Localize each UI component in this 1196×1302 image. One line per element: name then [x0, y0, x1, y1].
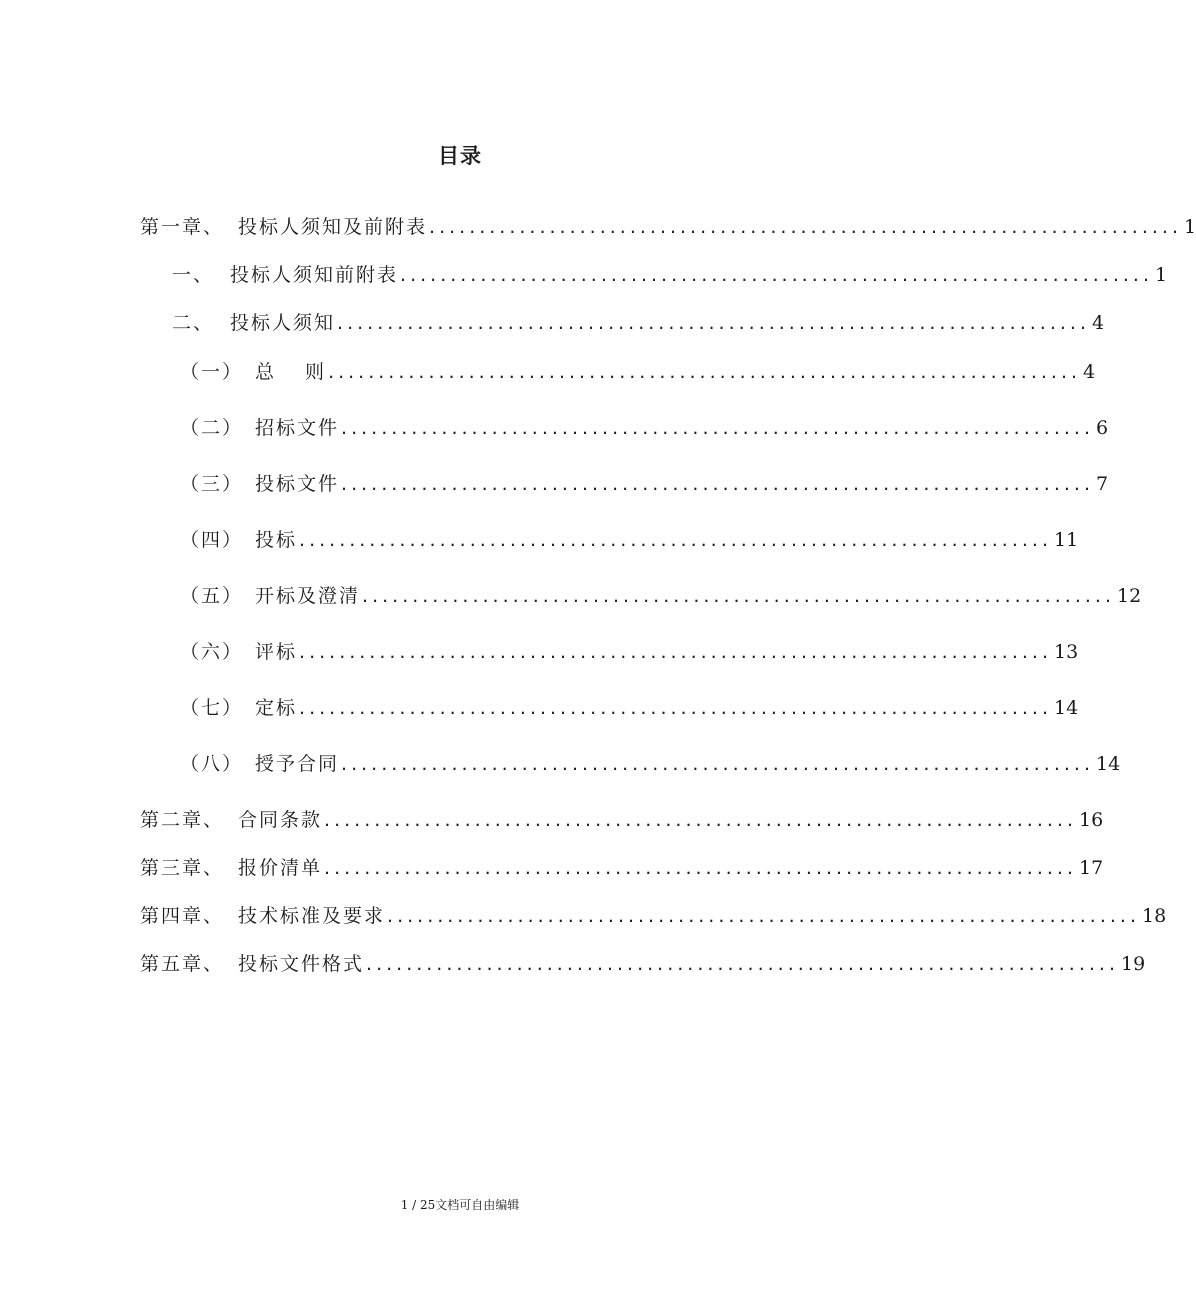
- toc-entry-subsection-5[interactable]: [180, 583, 1142, 609]
- toc-entry-number: 第一章、: [140, 216, 225, 238]
- toc-entry-title: 投标人须知及前附表: [238, 216, 428, 238]
- toc-leader-dots: ...........................................................................: [324, 809, 1077, 831]
- toc-entry-label: [140, 214, 427, 240]
- toc-entry-number: （五）: [180, 585, 244, 607]
- footer-note: 文档可自由编辑: [435, 1198, 520, 1212]
- toc-entry-page: 14: [1054, 697, 1079, 719]
- toc-entry-title: 投标: [255, 529, 298, 551]
- toc-leader-dots: ...........................................................................: [299, 641, 1052, 663]
- toc-entry-label: [180, 751, 339, 777]
- toc-entry-title: 投标人须知前附表: [230, 264, 399, 286]
- toc-leader-dots: ...........................................................................: [366, 953, 1119, 975]
- toc-entry-number: （三）: [180, 473, 244, 495]
- toc-entry-page: 18: [1142, 905, 1167, 927]
- toc-entry-subsection-2[interactable]: [180, 415, 1109, 441]
- toc-leader-dots: ...........................................................................: [328, 361, 1082, 383]
- toc-entry-label: [140, 855, 322, 881]
- toc-leader-dots: ...........................................................................: [400, 264, 1153, 286]
- toc-entry-title: 总 则: [255, 361, 327, 383]
- toc-entry-label: [180, 583, 360, 609]
- toc-entry-number: （二）: [180, 417, 244, 439]
- toc-entry-chapter-1[interactable]: [140, 214, 1196, 240]
- toc-leader-dots: ...........................................................................: [324, 857, 1077, 879]
- toc-entry-title: 定标: [255, 697, 298, 719]
- toc-entry-subsection-4[interactable]: [180, 527, 1079, 553]
- toc-entry-label: [180, 695, 297, 721]
- toc-entry-page: 12: [1117, 585, 1142, 607]
- toc-entry-title: 报价清单: [238, 857, 323, 879]
- toc-entry-chapter-2[interactable]: [140, 807, 1104, 833]
- toc-entry-number: （七）: [180, 697, 244, 719]
- toc-leader-dots: ...........................................................................: [341, 753, 1094, 775]
- toc-entry-label: [180, 471, 339, 497]
- toc-entry-number: （六）: [180, 641, 244, 663]
- toc-entry-label: [140, 807, 322, 833]
- toc-entry-title: 投标人须知: [230, 312, 336, 334]
- toc-leader-dots: ...........................................................................: [299, 697, 1052, 719]
- toc-entry-page: 4: [1083, 361, 1096, 383]
- toc-entry-number: 第五章、: [140, 953, 225, 975]
- toc-entry-chapter-4[interactable]: [140, 903, 1167, 929]
- toc-entry-number: （一）: [180, 361, 244, 383]
- toc-entry-page: 13: [1054, 641, 1079, 663]
- toc-entry-chapter-5[interactable]: [140, 951, 1146, 977]
- toc-entry-number: （八）: [180, 753, 244, 775]
- toc-entry-number: 第四章、: [140, 905, 225, 927]
- toc-entry-page: 19: [1121, 953, 1146, 975]
- toc-entry-subsection-1[interactable]: [180, 359, 1096, 385]
- toc-leader-dots: ...........................................................................: [299, 529, 1052, 551]
- toc-entry-page: 1: [1155, 264, 1168, 286]
- toc-entry-label: [172, 262, 398, 288]
- toc-entry-label: [172, 310, 335, 336]
- toc-entry-title: 开标及澄清: [255, 585, 361, 607]
- toc-entry-page: 14: [1096, 753, 1121, 775]
- toc-entry-label: [180, 527, 297, 553]
- toc-entry-title: 合同条款: [238, 809, 323, 831]
- toc-entry-title: 评标: [255, 641, 298, 663]
- toc-leader-dots: ...........................................................................: [429, 216, 1182, 238]
- toc-entry-title: 技术标准及要求: [238, 905, 386, 927]
- toc-entry-page: 1: [1184, 216, 1196, 238]
- toc-entry-page: 16: [1079, 809, 1104, 831]
- toc-entry-label: [140, 951, 364, 977]
- toc-entry-page: 4: [1092, 312, 1105, 334]
- toc-entry-page: 11: [1054, 529, 1079, 551]
- toc-leader-dots: ...........................................................................: [362, 585, 1115, 607]
- toc-entry-label: [180, 359, 326, 385]
- page-footer: [0, 1196, 920, 1213]
- toc-entry-number: （四）: [180, 529, 244, 551]
- toc-entry-number: 第三章、: [140, 857, 225, 879]
- toc-entry-section-1[interactable]: [172, 262, 1168, 288]
- toc-entry-subsection-6[interactable]: [180, 639, 1079, 665]
- toc-entry-title: 投标文件: [255, 473, 340, 495]
- toc-entry-subsection-3[interactable]: [180, 471, 1109, 497]
- toc-entry-number: 二、: [172, 312, 215, 334]
- toc-leader-dots: ...........................................................................: [337, 312, 1090, 334]
- toc-entry-section-2[interactable]: [172, 310, 1105, 336]
- toc-entry-title: 招标文件: [255, 417, 340, 439]
- page-title: 目录: [438, 144, 482, 168]
- toc-entry-chapter-3[interactable]: [140, 855, 1104, 881]
- toc-entry-label: [180, 639, 297, 665]
- toc-entry-subsection-8[interactable]: [180, 751, 1121, 777]
- toc-entry-page: 6: [1096, 417, 1109, 439]
- toc-entry-page: 17: [1079, 857, 1104, 879]
- toc-entry-subsection-7[interactable]: [180, 695, 1079, 721]
- page-number: 1 / 25: [400, 1198, 436, 1212]
- toc-leader-dots: ...........................................................................: [387, 905, 1140, 927]
- toc-entry-number: 一、: [172, 264, 215, 286]
- toc-entry-title: 投标文件格式: [238, 953, 365, 975]
- toc-leader-dots: ...........................................................................: [341, 473, 1094, 495]
- toc-entry-number: 第二章、: [140, 809, 225, 831]
- toc-leader-dots: ...........................................................................: [341, 417, 1094, 439]
- toc-entry-title: 授予合同: [255, 753, 340, 775]
- toc-entry-label: [140, 903, 385, 929]
- toc-entry-label: [180, 415, 339, 441]
- toc-entry-page: 7: [1096, 473, 1109, 495]
